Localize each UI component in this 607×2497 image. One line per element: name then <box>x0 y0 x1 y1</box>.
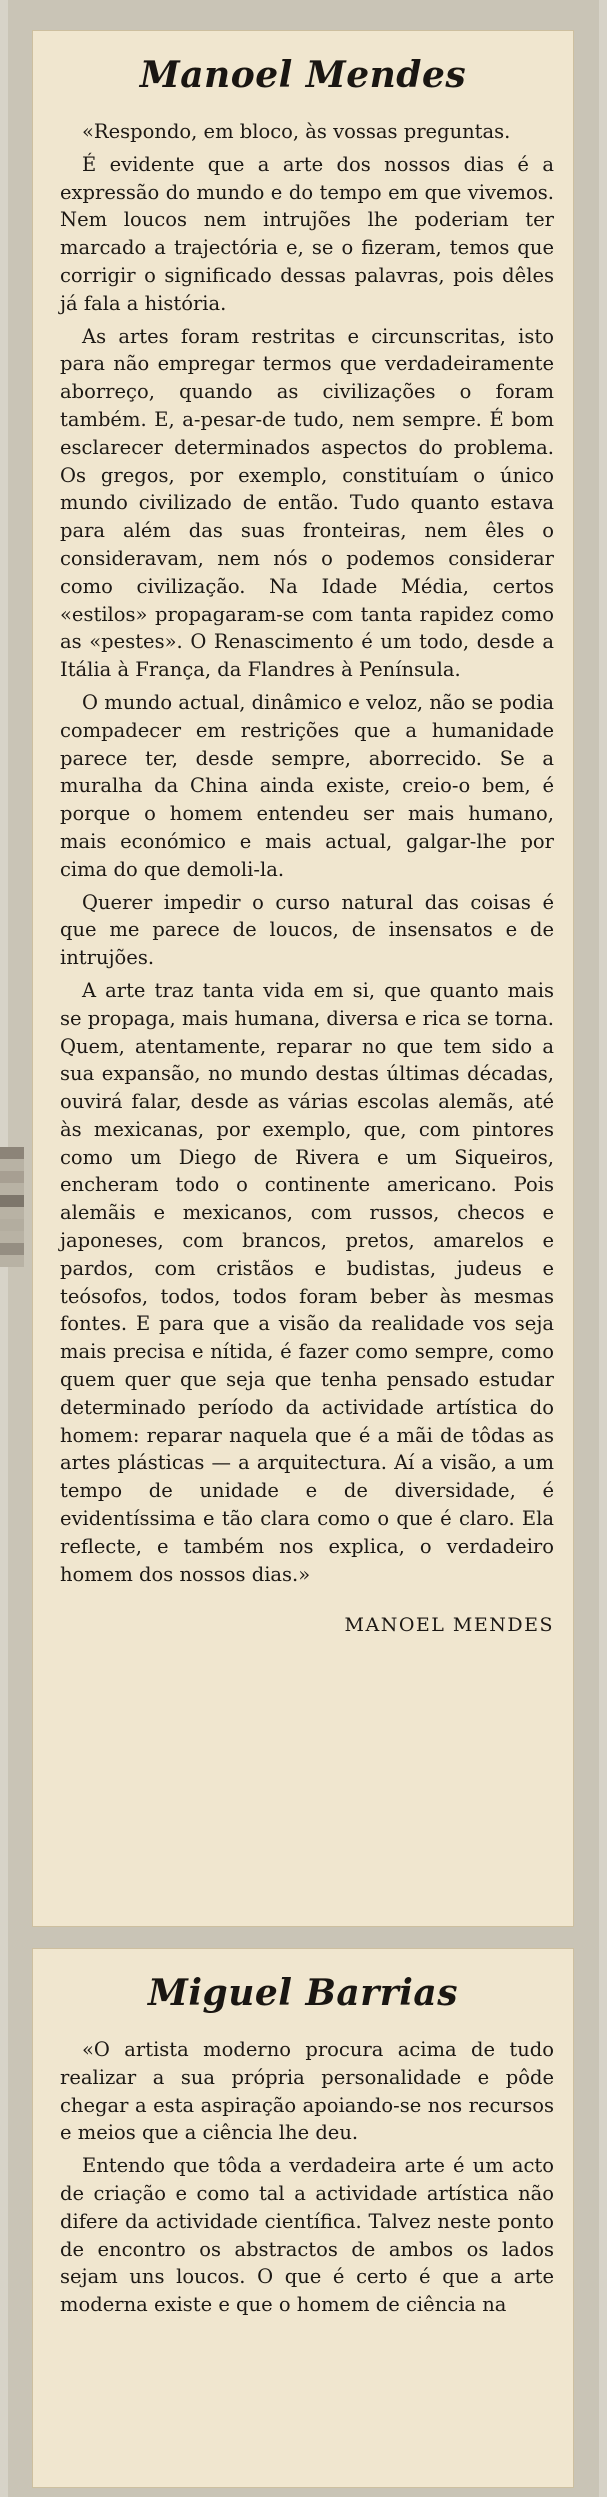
article-paragraph: «Respondo, em bloco, às vossas preguntas. <box>82 120 511 143</box>
article-title: Manoel Mendes <box>139 54 467 96</box>
article-paragraph: A arte traz tanta vida em si, que quanto mais se propaga, mais humana, diversa e rica se torna. Quem, atentamente, reparar no que tem sido a sua expansão, no mundo destas últimas décadas, ouvirá falar, desde as várias escolas alemãs, até às mexicanas, por exemplo, que, com pintores como um Diego de Rivera e um Siqueiros, encheram todo o continente americano. Pois alemãis e mexicanos, com russos, checos e japoneses, com brancos, pretos, amarelos e pardos, com cristãos e budistas, judeus e teósofos, todos, todos foram beber às mesmas fontes. E para que a visão da realidade vos seja mais precisa e nítida, é fazer como sempre, como quem quer que seja que tenha pensado estudar determinado período da actividade artística do homem: reparar naquela que é a mãi de tôdas as artes plásticas — a arquitectura. Aí a visão, a um tempo de unidade e de diversidade, é evidentíssima e tão clara como o que é claro. Ela reflecte, e também nos explica, o verdadeiro homem dos nossos dias.» <box>60 978 554 1586</box>
article-signature: MANOEL MENDES <box>344 1614 554 1637</box>
article-body <box>32 2036 574 2319</box>
article-paragraph: «O artista moderno procura acima de tudo realizar a sua própria personalidade e pôde chegar a esta aspiração apoiando-se nos recursos e meios que a ciência lhe deu. <box>60 2038 554 2145</box>
article-clipping-miguel-barrias <box>32 1948 574 2488</box>
article-body <box>32 118 574 1588</box>
article-paragraph: É evidente que a arte dos nossos dias é a expressão do mundo e do tempo em que vivemos. Nem loucos nem intrujões lhe poderiam ter marcado a trajectória e, se o fizeram, temos que corrigir o significado dessas palavras, pois dêles já fala a história. <box>60 152 554 315</box>
article-paragraph: Entendo que tôda a verdadeira arte é um acto de criação e como tal a actividade artística não difere da actividade científica. Talvez neste ponto de encontro os abstractos de ambos os lados sejam uns loucos. O que é certo é que a arte moderna existe e que o homem de ciência na <box>60 2154 554 2317</box>
article-clipping-manoel-mendes <box>32 30 574 1927</box>
article-paragraph: As artes foram restritas e circunscritas, isto para não empregar termos que verdadeiramente aborreço, quando as civilizações o foram também. E, a-pesar-de tudo, nem sempre. É bom esclarecer determinados aspectos do problema. Os gregos, por exemplo, constituíam o único mundo civilizado de então. Tudo quanto estava para além das suas fronteiras, nem êles o consideravam, nem nós o podemos considerar como civilização. Na Idade Média, certos «estilos» propagaram-se com tanta rapidez como as «pestes». O Renascimento é um todo, desde a Itália à França, da Flandres à Península. <box>60 324 554 682</box>
article-title: Miguel Barrias <box>148 1972 458 2014</box>
color-calibration-strip <box>0 1147 24 1267</box>
article-paragraph: Querer impedir o curso natural das coisas é que me parece de loucos, de insensatos e de intrujões. <box>60 890 554 970</box>
article-paragraph: O mundo actual, dinâmico e veloz, não se podia compadecer em restrições que a humanidade parece ter, desde sempre, aborrecido. Se a muralha da China ainda existe, creio-o bem, é porque o homem entendeu ser mais humano, mais económico e mais actual, galgar-lhe por cima do que demoli-la. <box>60 690 554 881</box>
